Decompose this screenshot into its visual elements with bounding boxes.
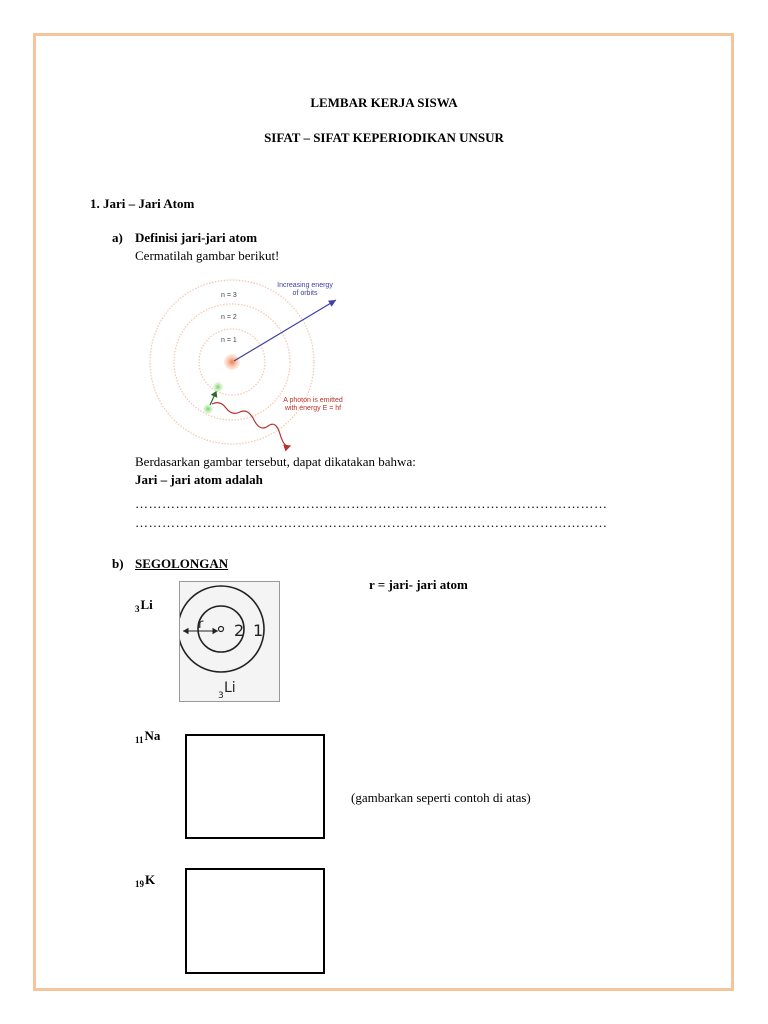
shell-1-label: 1 xyxy=(253,621,264,640)
drawing-instruction: (gambarkan seperti contoh di atas) xyxy=(351,790,531,805)
radius-r-label: r xyxy=(198,617,204,632)
label-n3: n = 3 xyxy=(221,292,237,299)
atomic-number: 11 xyxy=(135,735,144,745)
worksheet-subtitle: SIFAT – SIFAT KEPERIODIKAN UNSUR xyxy=(264,130,504,145)
caption-symbol: Li xyxy=(224,680,236,696)
photon-label-1: A photon is emitted xyxy=(283,397,343,404)
section-heading: 1. Jari – Jari Atom xyxy=(90,196,195,211)
energy-label-1: Increasing energy xyxy=(277,282,333,289)
sodium-drawing-box[interactable] xyxy=(185,734,325,839)
radius-legend: r = jari- jari atom xyxy=(369,577,468,592)
potassium-drawing-box[interactable] xyxy=(185,868,325,974)
label-n1: n = 1 xyxy=(221,337,237,344)
electron-outer xyxy=(213,382,223,392)
page-border xyxy=(33,33,734,991)
photon-wave xyxy=(212,403,290,447)
element-label-na xyxy=(135,728,160,745)
element-label-k xyxy=(135,872,155,889)
energy-label-2: of orbits xyxy=(292,290,318,297)
element-symbol: Na xyxy=(144,728,161,743)
element-symbol: Li xyxy=(140,597,153,612)
conclusion-prompt: Jari – jari atom adalah xyxy=(135,472,263,487)
part-b-label: b) xyxy=(112,556,124,571)
part-a-instruction: Cermatilah gambar berikut! xyxy=(135,248,280,263)
shell-2-label: 2 xyxy=(234,621,245,640)
answer-line-1[interactable]: …………………………………………………………………………………………… xyxy=(135,496,608,511)
part-b-heading: SEGOLONGAN xyxy=(135,556,229,571)
part-a-label: a) xyxy=(112,230,123,245)
worksheet-title: LEMBAR KERJA SISWA xyxy=(310,95,458,110)
photon-label-2: with energy E = hf xyxy=(284,405,342,412)
label-n2: n = 2 xyxy=(221,314,237,321)
shell-outer xyxy=(180,586,264,672)
li-nucleus xyxy=(219,627,224,632)
energy-arrow xyxy=(234,300,336,361)
lithium-shells xyxy=(180,582,279,701)
atomic-number: 19 xyxy=(135,879,144,889)
element-label-li xyxy=(135,597,153,614)
part-a-heading: Definisi jari-jari atom xyxy=(135,230,258,245)
answer-line-2[interactable]: …………………………………………………………………………………………… xyxy=(135,515,608,530)
nucleus xyxy=(224,354,240,370)
electron-inner xyxy=(203,404,213,414)
lithium-diagram xyxy=(179,581,280,702)
atomic-number: 3 xyxy=(135,604,140,614)
element-symbol: K xyxy=(145,872,156,887)
conclusion-intro: Berdasarkan gambar tersebut, dapat dikatakan bahwa: xyxy=(135,454,416,469)
bohr-model-figure xyxy=(140,276,350,452)
caption-number: 3 xyxy=(218,691,224,701)
